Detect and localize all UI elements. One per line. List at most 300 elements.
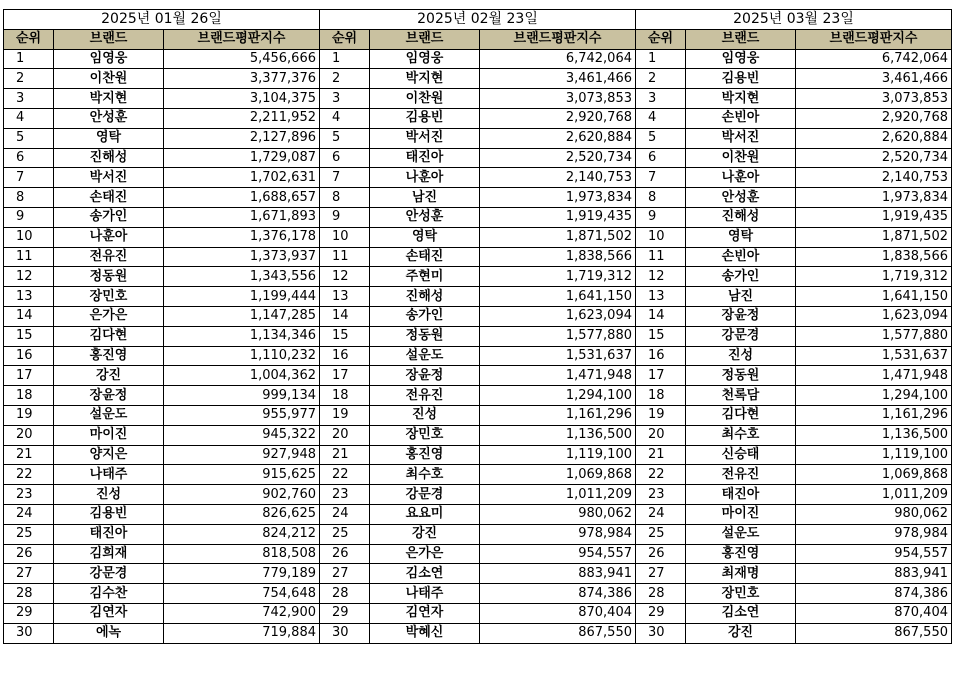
ranking-table: [3, 9, 320, 644]
score-cell: 3,073,853: [796, 89, 952, 109]
rank-cell: 22: [636, 465, 686, 485]
table-row: [320, 346, 636, 366]
score-cell: 1,069,868: [480, 465, 636, 485]
table-row: [320, 287, 636, 307]
brand-cell: 남진: [370, 188, 480, 208]
table-row: [320, 49, 636, 69]
table-row: [4, 287, 320, 307]
brand-cell: 안성훈: [370, 207, 480, 227]
rank-cell: 19: [636, 405, 686, 425]
score-header: 브랜드평판지수: [164, 29, 320, 49]
header-row: [636, 29, 952, 49]
table-row: [636, 504, 952, 524]
table-row: [636, 247, 952, 267]
score-cell: 954,557: [480, 544, 636, 564]
table-row: [320, 425, 636, 445]
table-row: [636, 168, 952, 188]
brand-header: 브랜드: [54, 29, 164, 49]
table-row: [4, 544, 320, 564]
rank-cell: 3: [4, 89, 54, 109]
brand-cell: 박지현: [54, 89, 164, 109]
rank-cell: 18: [320, 386, 370, 406]
rank-cell: 25: [636, 524, 686, 544]
score-cell: 1,294,100: [796, 386, 952, 406]
score-cell: 927,948: [164, 445, 320, 465]
rank-cell: 29: [636, 603, 686, 623]
ranking-panel-3: [635, 9, 952, 644]
rank-cell: 10: [4, 227, 54, 247]
rank-cell: 19: [320, 405, 370, 425]
table-row: [636, 306, 952, 326]
rank-cell: 26: [4, 544, 54, 564]
brand-cell: 강문경: [370, 485, 480, 505]
rank-cell: 11: [320, 247, 370, 267]
score-cell: 1,376,178: [164, 227, 320, 247]
brand-cell: 손태진: [54, 188, 164, 208]
brand-cell: 김다현: [54, 326, 164, 346]
rank-cell: 14: [636, 306, 686, 326]
brand-cell: 이찬원: [54, 69, 164, 89]
table-row: [4, 188, 320, 208]
brand-cell: 정동원: [370, 326, 480, 346]
score-cell: 980,062: [480, 504, 636, 524]
rank-cell: 24: [636, 504, 686, 524]
brand-cell: 임영웅: [370, 49, 480, 69]
table-row: [4, 386, 320, 406]
rank-cell: 26: [636, 544, 686, 564]
brand-cell: 임영웅: [686, 49, 796, 69]
score-cell: 1,199,444: [164, 287, 320, 307]
brand-cell: 최수호: [370, 465, 480, 485]
rank-cell: 7: [320, 168, 370, 188]
header-row: [320, 29, 636, 49]
table-row: [4, 346, 320, 366]
brand-cell: 송가인: [370, 306, 480, 326]
table-row: [4, 425, 320, 445]
score-cell: 1,838,566: [480, 247, 636, 267]
table-row: [320, 128, 636, 148]
brand-cell: 은가은: [370, 544, 480, 564]
table-row: [636, 366, 952, 386]
score-cell: 818,508: [164, 544, 320, 564]
brand-cell: 안성훈: [686, 188, 796, 208]
table-date: 2025년 01월 26일: [4, 10, 320, 30]
rank-cell: 20: [320, 425, 370, 445]
rank-cell: 27: [636, 564, 686, 584]
brand-cell: 진해성: [54, 148, 164, 168]
date-row: [4, 10, 320, 30]
table-row: [320, 405, 636, 425]
brand-cell: 손빈아: [686, 108, 796, 128]
brand-cell: 마이진: [54, 425, 164, 445]
rank-cell: 1: [320, 49, 370, 69]
score-cell: 867,550: [480, 623, 636, 643]
table-row: [636, 603, 952, 623]
table-row: [636, 346, 952, 366]
score-cell: 978,984: [796, 524, 952, 544]
table-row: [320, 267, 636, 287]
brand-cell: 영탁: [686, 227, 796, 247]
score-cell: 1,641,150: [796, 287, 952, 307]
rank-cell: 29: [4, 603, 54, 623]
table-date: 2025년 03월 23일: [636, 10, 952, 30]
rank-cell: 8: [636, 188, 686, 208]
brand-cell: 전유진: [54, 247, 164, 267]
score-cell: 3,461,466: [480, 69, 636, 89]
rank-cell: 9: [320, 207, 370, 227]
rank-cell: 18: [636, 386, 686, 406]
rank-cell: 9: [636, 207, 686, 227]
rank-cell: 19: [4, 405, 54, 425]
rank-cell: 15: [636, 326, 686, 346]
brand-cell: 박서진: [54, 168, 164, 188]
table-row: [636, 227, 952, 247]
rank-cell: 22: [4, 465, 54, 485]
rank-cell: 6: [320, 148, 370, 168]
score-cell: 1,671,893: [164, 207, 320, 227]
table-row: [4, 465, 320, 485]
brand-cell: 홍진영: [54, 346, 164, 366]
rank-cell: 18: [4, 386, 54, 406]
brand-cell: 나훈아: [54, 227, 164, 247]
brand-cell: 진성: [686, 346, 796, 366]
rank-cell: 16: [4, 346, 54, 366]
table-row: [4, 128, 320, 148]
table-row: [4, 564, 320, 584]
brand-cell: 설운도: [370, 346, 480, 366]
brand-cell: 진해성: [370, 287, 480, 307]
table-row: [4, 623, 320, 643]
rank-cell: 14: [320, 306, 370, 326]
score-cell: 1,471,948: [796, 366, 952, 386]
rank-cell: 24: [320, 504, 370, 524]
rank-cell: 5: [636, 128, 686, 148]
rank-cell: 14: [4, 306, 54, 326]
table-row: [636, 386, 952, 406]
table-row: [4, 445, 320, 465]
table-row: [4, 584, 320, 604]
rank-cell: 20: [4, 425, 54, 445]
score-cell: 1,161,296: [480, 405, 636, 425]
score-cell: 719,884: [164, 623, 320, 643]
table-row: [320, 108, 636, 128]
rank-cell: 1: [4, 49, 54, 69]
table-row: [4, 267, 320, 287]
brand-cell: 전유진: [370, 386, 480, 406]
table-date: 2025년 02월 23일: [320, 10, 636, 30]
rank-header: 순위: [636, 29, 686, 49]
brand-cell: 송가인: [686, 267, 796, 287]
rank-cell: 30: [4, 623, 54, 643]
score-cell: 1,161,296: [796, 405, 952, 425]
score-cell: 980,062: [796, 504, 952, 524]
score-cell: 1,069,868: [796, 465, 952, 485]
brand-cell: 김소연: [686, 603, 796, 623]
rank-header: 순위: [320, 29, 370, 49]
score-cell: 1,641,150: [480, 287, 636, 307]
brand-cell: 나훈아: [370, 168, 480, 188]
rank-cell: 10: [320, 227, 370, 247]
score-cell: 826,625: [164, 504, 320, 524]
rank-cell: 12: [4, 267, 54, 287]
brand-cell: 강문경: [54, 564, 164, 584]
rank-cell: 16: [636, 346, 686, 366]
score-cell: 2,920,768: [796, 108, 952, 128]
brand-cell: 은가은: [54, 306, 164, 326]
score-cell: 1,471,948: [480, 366, 636, 386]
table-row: [320, 386, 636, 406]
rank-cell: 21: [320, 445, 370, 465]
score-cell: 2,520,734: [480, 148, 636, 168]
rank-cell: 15: [320, 326, 370, 346]
rank-cell: 17: [320, 366, 370, 386]
brand-cell: 태진아: [686, 485, 796, 505]
table-row: [636, 445, 952, 465]
score-cell: 1,729,087: [164, 148, 320, 168]
brand-cell: 강진: [370, 524, 480, 544]
brand-cell: 김연자: [54, 603, 164, 623]
table-row: [4, 89, 320, 109]
rank-cell: 25: [4, 524, 54, 544]
score-cell: 1,577,880: [480, 326, 636, 346]
brand-cell: 장민호: [54, 287, 164, 307]
brand-cell: 강문경: [686, 326, 796, 346]
rank-cell: 3: [636, 89, 686, 109]
score-cell: 1,011,209: [796, 485, 952, 505]
score-cell: 1,919,435: [480, 207, 636, 227]
rank-cell: 5: [320, 128, 370, 148]
table-row: [320, 207, 636, 227]
table-row: [636, 485, 952, 505]
brand-header: 브랜드: [370, 29, 480, 49]
table-row: [4, 306, 320, 326]
rank-cell: 23: [320, 485, 370, 505]
table-row: [320, 227, 636, 247]
table-row: [636, 524, 952, 544]
score-cell: 874,386: [796, 584, 952, 604]
brand-cell: 전유진: [686, 465, 796, 485]
brand-cell: 장윤정: [370, 366, 480, 386]
score-cell: 1,011,209: [480, 485, 636, 505]
rank-cell: 21: [4, 445, 54, 465]
table-row: [636, 465, 952, 485]
score-cell: 867,550: [796, 623, 952, 643]
score-cell: 1,531,637: [480, 346, 636, 366]
rank-cell: 30: [320, 623, 370, 643]
table-row: [636, 326, 952, 346]
table-row: [320, 623, 636, 643]
score-cell: 2,620,884: [796, 128, 952, 148]
rank-cell: 2: [636, 69, 686, 89]
brand-cell: 최재명: [686, 564, 796, 584]
rank-cell: 22: [320, 465, 370, 485]
table-row: [636, 89, 952, 109]
ranking-table: [319, 9, 636, 644]
table-row: [636, 148, 952, 168]
table-row: [4, 148, 320, 168]
brand-cell: 나태주: [54, 465, 164, 485]
rank-cell: 11: [4, 247, 54, 267]
rank-cell: 1: [636, 49, 686, 69]
score-cell: 779,189: [164, 564, 320, 584]
rank-cell: 30: [636, 623, 686, 643]
score-cell: 6,742,064: [796, 49, 952, 69]
brand-cell: 진해성: [686, 207, 796, 227]
rank-cell: 6: [636, 148, 686, 168]
table-row: [320, 148, 636, 168]
rank-cell: 12: [636, 267, 686, 287]
score-cell: 883,941: [480, 564, 636, 584]
table-row: [636, 623, 952, 643]
score-cell: 2,140,753: [480, 168, 636, 188]
score-cell: 978,984: [480, 524, 636, 544]
score-cell: 1,577,880: [796, 326, 952, 346]
brand-cell: 진성: [370, 405, 480, 425]
table-row: [4, 227, 320, 247]
table-row: [636, 188, 952, 208]
table-row: [320, 544, 636, 564]
table-row: [636, 108, 952, 128]
brand-cell: 김희재: [54, 544, 164, 564]
table-row: [320, 89, 636, 109]
score-cell: 1,871,502: [796, 227, 952, 247]
score-cell: 1,147,285: [164, 306, 320, 326]
brand-cell: 장윤정: [686, 306, 796, 326]
brand-cell: 박지현: [370, 69, 480, 89]
score-cell: 2,140,753: [796, 168, 952, 188]
rank-cell: 5: [4, 128, 54, 148]
rank-cell: 17: [636, 366, 686, 386]
score-cell: 2,620,884: [480, 128, 636, 148]
brand-cell: 강진: [686, 623, 796, 643]
brand-cell: 나태주: [370, 584, 480, 604]
brand-cell: 박지현: [686, 89, 796, 109]
brand-cell: 김용빈: [370, 108, 480, 128]
brand-cell: 영탁: [54, 128, 164, 148]
table-row: [4, 108, 320, 128]
brand-cell: 마이진: [686, 504, 796, 524]
score-cell: 1,919,435: [796, 207, 952, 227]
score-cell: 754,648: [164, 584, 320, 604]
brand-cell: 주현미: [370, 267, 480, 287]
score-cell: 6,742,064: [480, 49, 636, 69]
score-cell: 870,404: [480, 603, 636, 623]
score-cell: 3,104,375: [164, 89, 320, 109]
header-row: [4, 29, 320, 49]
score-cell: 1,110,232: [164, 346, 320, 366]
score-header: 브랜드평판지수: [480, 29, 636, 49]
brand-cell: 장민호: [686, 584, 796, 604]
ranking-table: [635, 9, 952, 644]
brand-cell: 태진아: [54, 524, 164, 544]
score-cell: 1,004,362: [164, 366, 320, 386]
rank-cell: 17: [4, 366, 54, 386]
table-row: [320, 306, 636, 326]
rank-cell: 13: [4, 287, 54, 307]
table-row: [4, 485, 320, 505]
table-row: [320, 445, 636, 465]
brand-cell: 요요미: [370, 504, 480, 524]
table-row: [320, 584, 636, 604]
rank-cell: 10: [636, 227, 686, 247]
brand-cell: 양지은: [54, 445, 164, 465]
table-row: [4, 69, 320, 89]
brand-cell: 김다현: [686, 405, 796, 425]
brand-cell: 박서진: [370, 128, 480, 148]
score-cell: 1,719,312: [480, 267, 636, 287]
table-row: [4, 247, 320, 267]
score-cell: 3,461,466: [796, 69, 952, 89]
table-row: [320, 485, 636, 505]
table-row: [636, 69, 952, 89]
brand-cell: 홍진영: [686, 544, 796, 564]
brand-cell: 안성훈: [54, 108, 164, 128]
table-row: [636, 564, 952, 584]
brand-cell: 김소연: [370, 564, 480, 584]
table-row: [636, 584, 952, 604]
rank-cell: 27: [320, 564, 370, 584]
table-row: [4, 366, 320, 386]
rank-cell: 2: [4, 69, 54, 89]
score-cell: 5,456,666: [164, 49, 320, 69]
brand-cell: 장민호: [370, 425, 480, 445]
table-row: [320, 326, 636, 346]
score-cell: 955,977: [164, 405, 320, 425]
rank-cell: 4: [320, 108, 370, 128]
score-cell: 3,377,376: [164, 69, 320, 89]
brand-cell: 진성: [54, 485, 164, 505]
rank-cell: 23: [4, 485, 54, 505]
rank-cell: 4: [4, 108, 54, 128]
rank-cell: 13: [636, 287, 686, 307]
table-row: [636, 287, 952, 307]
rank-cell: 25: [320, 524, 370, 544]
table-row: [4, 603, 320, 623]
brand-cell: 에녹: [54, 623, 164, 643]
score-cell: 1,688,657: [164, 188, 320, 208]
brand-cell: 이찬원: [370, 89, 480, 109]
brand-cell: 신승태: [686, 445, 796, 465]
rank-cell: 20: [636, 425, 686, 445]
table-row: [636, 544, 952, 564]
score-cell: 1,973,834: [480, 188, 636, 208]
brand-cell: 손태진: [370, 247, 480, 267]
table-row: [636, 207, 952, 227]
brand-cell: 장윤정: [54, 386, 164, 406]
score-cell: 1,136,500: [796, 425, 952, 445]
score-cell: 1,134,346: [164, 326, 320, 346]
rank-cell: 29: [320, 603, 370, 623]
rank-cell: 13: [320, 287, 370, 307]
brand-cell: 김용빈: [54, 504, 164, 524]
score-cell: 874,386: [480, 584, 636, 604]
rank-cell: 7: [636, 168, 686, 188]
table-row: [4, 326, 320, 346]
brand-cell: 손빈아: [686, 247, 796, 267]
score-cell: 954,557: [796, 544, 952, 564]
rank-header: 순위: [4, 29, 54, 49]
rank-cell: 21: [636, 445, 686, 465]
table-row: [4, 207, 320, 227]
table-row: [4, 504, 320, 524]
table-row: [4, 168, 320, 188]
table-row: [4, 49, 320, 69]
table-row: [320, 504, 636, 524]
table-row: [320, 188, 636, 208]
score-cell: 1,838,566: [796, 247, 952, 267]
table-row: [636, 405, 952, 425]
score-cell: 2,127,896: [164, 128, 320, 148]
